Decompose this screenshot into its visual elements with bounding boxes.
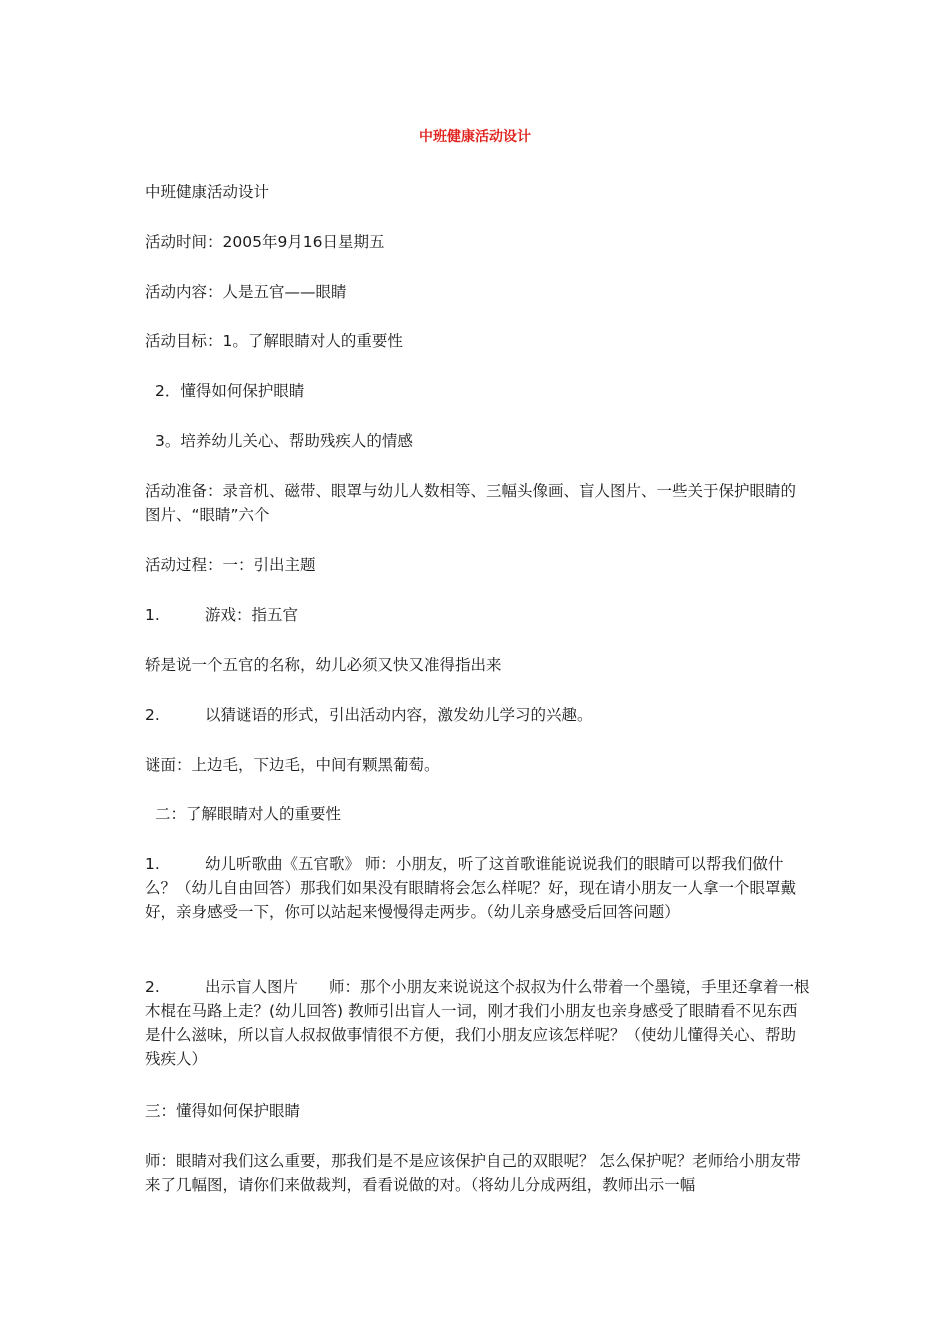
paragraph: 师：眼睛对我们这么重要，那我们是不是应该保护自己的双眼呢？ 怎么保护呢？老师给小朋友带来了几幅图，请你们来做裁判，看看说做的对。（将幼儿分成两组，教师出示一幅 (145, 1152, 801, 1194)
list-text: 游戏：指五官 (205, 606, 299, 624)
document-title: 中班健康活动设计 (419, 129, 531, 145)
numbered-paragraph (145, 975, 810, 1071)
list-text: 以猜谜语的形式，引出活动内容，激发幼儿学习的兴趣。 (205, 706, 593, 724)
numbered-paragraph (145, 852, 810, 924)
list-number: 1. (145, 606, 160, 624)
paragraph: 轿是说一个五官的名称，幼儿必须又快又准得指出来 (145, 656, 502, 674)
list-number: 1. (145, 855, 160, 873)
paragraph: 2．懂得如何保护眼睛 (155, 382, 305, 400)
list-number: 2. (145, 978, 160, 996)
section-heading: 二：了解眼睛对人的重要性 (155, 805, 342, 823)
paragraph: 活动过程：一：引出主题 (145, 556, 316, 574)
section-heading: 三：懂得如何保护眼睛 (145, 1102, 301, 1120)
paragraph: 活动时间：2005年9月16日星期五 (145, 233, 385, 251)
paragraph: 活动内容：人是五官——眼睛 (145, 283, 347, 301)
paragraph: 3。培养幼儿关心、帮助残疾人的情感 (155, 432, 413, 450)
numbered-paragraph (145, 703, 810, 727)
paragraph: 活动目标：1。了解眼睛对人的重要性 (145, 332, 403, 350)
paragraph: 中班健康活动设计 (145, 183, 270, 201)
list-text: 出示盲人图片 师：那个小朋友来说说这个叔叔为什么带着一个墨镜，手里还拿着一根木棍在马路上走？(幼儿回答) 教师引出盲人一词，刚才我们小朋友也亲身感受了眼睛看不见东西是什么滋味，所以盲人叔叔做事情很不方便，我们小朋友应该怎样呢？（使幼儿懂得关心、帮助残疾人） (145, 978, 810, 1068)
numbered-paragraph (145, 603, 810, 627)
paragraph: 活动准备：录音机、磁带、眼罩与幼儿人数相等、三幅头像画、盲人图片、一些关于保护眼睛的图片、“眼睛”六个 (145, 482, 797, 524)
paragraph: 谜面：上边毛，下边毛，中间有颗黑葡萄。 (145, 756, 440, 774)
list-number: 2. (145, 706, 160, 724)
list-text: 幼儿听歌曲《五官歌》 师：小朋友，听了这首歌谁能说说我们的眼睛可以帮我们做什么？（幼儿自由回答）那我们如果没有眼睛将会怎么样呢？好，现在请小朋友一人拿一个眼罩戴好，亲身感受一下，你可以站起来慢慢得走两步。（幼儿亲身感受后回答问题） (145, 855, 797, 921)
